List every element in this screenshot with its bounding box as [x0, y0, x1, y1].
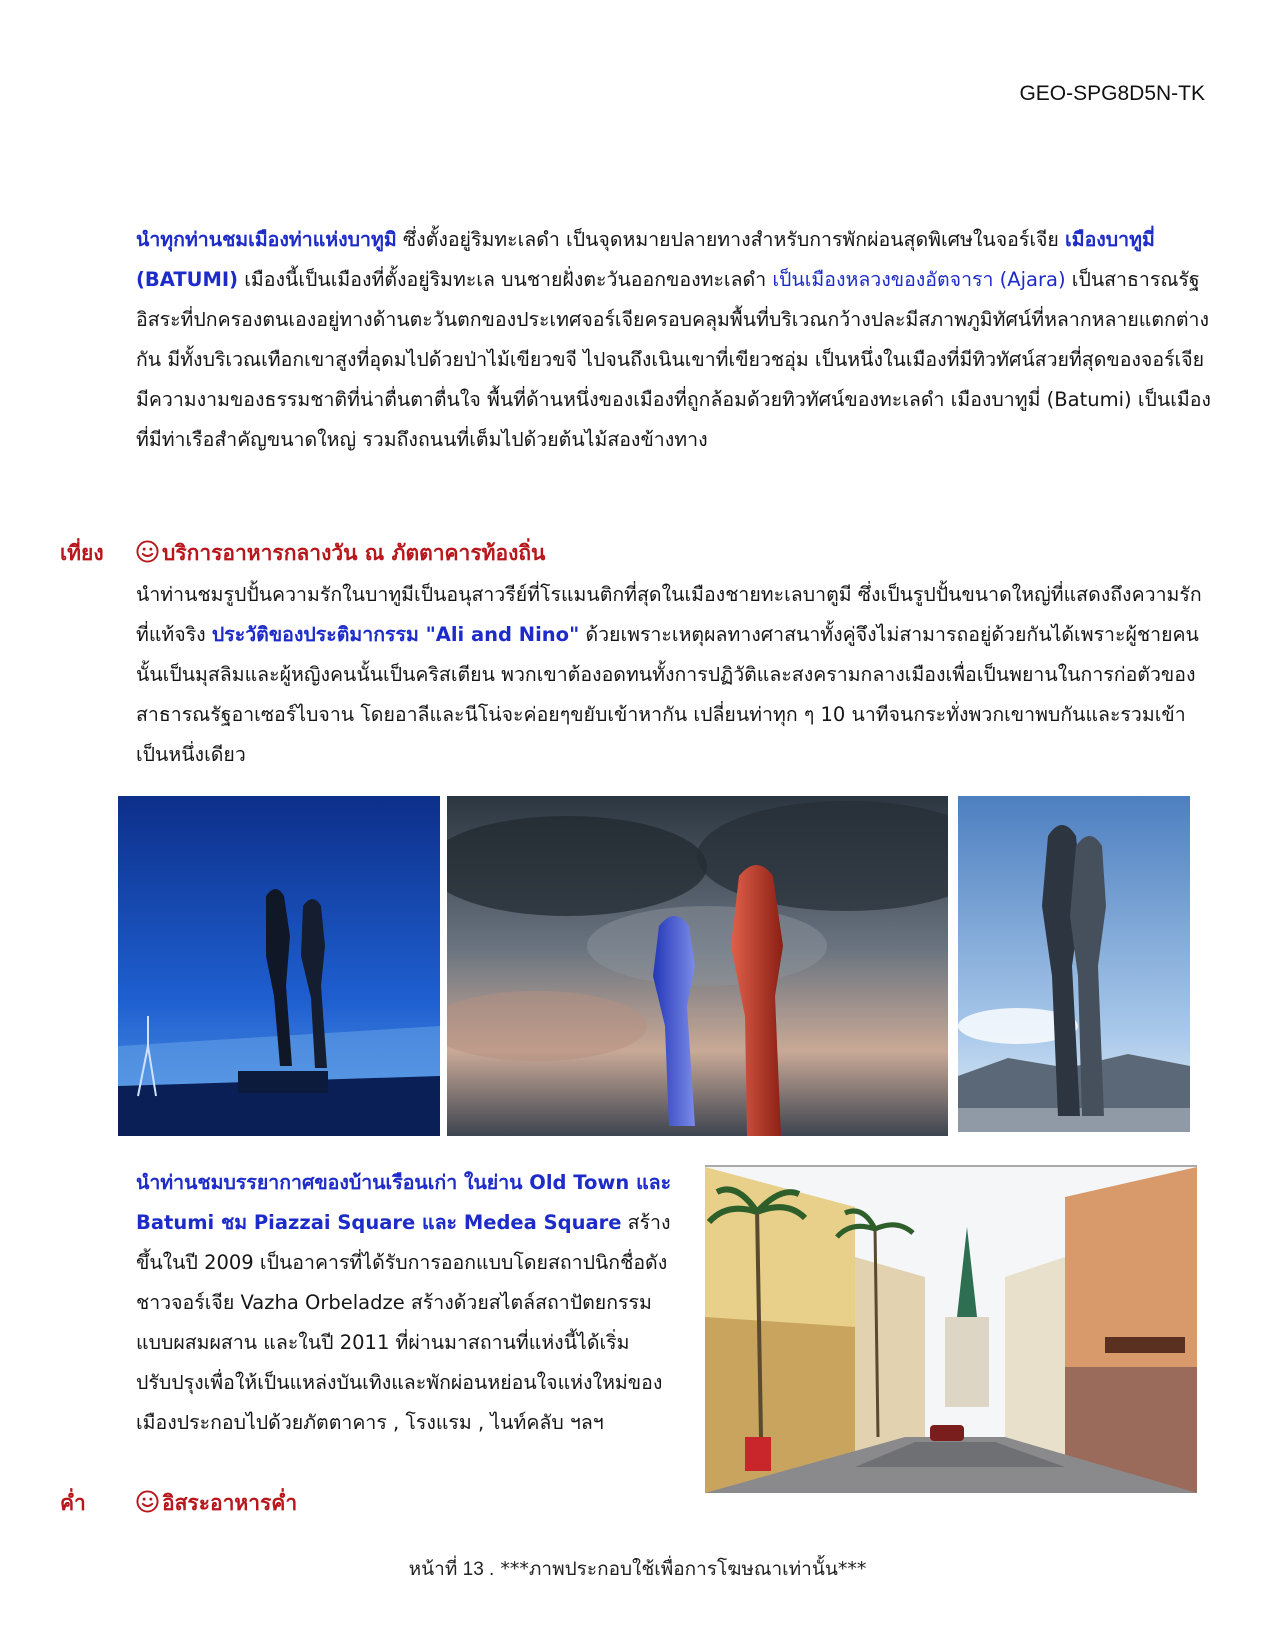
- intro-capital: เป็นเมืองหลวงของอัตจารา (Ajara): [772, 268, 1066, 291]
- statue-highlight: ประวัติของประติมากรรม "Ali and Nino": [211, 623, 580, 646]
- smiley-icon: [136, 540, 159, 563]
- footer-note: ***ภาพประกอบใช้เพื่อการโฆษณาเท่านั้น***: [494, 1558, 867, 1580]
- statue-text-1: นำท่านชมรูปปั้นความรักในบาทูมีเป็นอนุสาวรีย์ที่โรแมนติกที่สุดในเมืองชายทะเลบาตูมี ซึ่งเป็นรูปปั้นขนาดใหญ่ที่แสดงถึงความรักที่แท้จริง: [136, 583, 1202, 646]
- page-footer: [0, 1554, 1275, 1584]
- dinner-text: อิสระอาหารค่ำ: [162, 1491, 298, 1515]
- ali-nino-embrace-photo: [958, 796, 1190, 1132]
- dinner-row: [60, 1486, 297, 1520]
- lunch-text: บริการอาหารกลางวัน ณ ภัตตาคารท้องถิ่น: [162, 541, 546, 565]
- oldtown-text: สร้างขึ้นในปี 2009 เป็นอาคารที่ได้รับการออกแบบโดยสถาปนิกชื่อดังชาวจอร์เจีย Vazha Orbeladze สร้างด้วยสไตล์สถาปัตยกรรมแบบผสมผสาน และในปี 2011 ที่ผ่านมาสถานที่แห่งนี้ได้เริ่มปรับปรุงเพื่อให้เป็นแหล่งบันเทิงและพักผ่อนหย่อนใจแห่งใหม่ของเมืองประกอบไปด้วยภัตตาคาร , โรงแรม , ไนท์คลับ ฯลฯ: [136, 1211, 671, 1434]
- intro-city: เมืองบาทูมี่ (BATUMI): [136, 228, 1155, 291]
- ali-nino-night-photo: [118, 796, 440, 1136]
- document-code: GEO-SPG8D5N-TK: [1019, 82, 1205, 105]
- ali-nino-sky-photo: [447, 796, 948, 1136]
- lunch-label: เที่ยง: [60, 541, 104, 565]
- statue-paragraph: [136, 575, 1211, 775]
- ali-nino-embrace-image: [958, 796, 1190, 1132]
- old-town-street-photo: [705, 1165, 1197, 1493]
- page-number: หน้าที่ 13 .: [408, 1559, 495, 1580]
- dinner-label: ค่ำ: [60, 1491, 86, 1515]
- oldtown-highlight: นำท่านชมบรรยากาศของบ้านเรือนเก่า ในย่าน Old Town และ Batumi ชม Piazzai Square และ Medea Square: [136, 1171, 672, 1234]
- intro-lead: นำทุกท่านชมเมืองท่าแห่งบาทูมิ: [136, 228, 397, 251]
- smiley-icon: [136, 1490, 159, 1513]
- old-town-street-image: [705, 1167, 1197, 1493]
- intro-text-3: เป็นสาธารณรัฐอิสระที่ปกครองตนเองอยู่ทางด้านตะวันตกของประเทศจอร์เจียครอบคลุมพื้นที่บริเวณกว้างปละมีสภาพภูมิทัศน์ที่หลากหลายแตกต่างกัน มีทั้งบริเวณเทือกเขาสูงที่อุดมไปด้วยป่าไม้เขียวขจี ไปจนถึงเนินเขาที่เขียวชอุ่ม เป็นหนึ่งในเมืองที่มีทิวทัศน์สวยที่สุดของจอร์เจีย มีความงามของธรรมชาติที่น่าตื่นตาตื่นใจ พื้นที่ด้านหนึ่งของเมืองที่ถูกล้อมด้วยทิวทัศน์ของทะเลดำ เมืองบาทูมี่ (Batumi) เป็นเมืองที่มีท่าเรือสำคัญขนาดใหญ่ รวมถึงถนนที่เต็มไปด้วยต้นไม้สองข้างทาง: [136, 268, 1211, 451]
- oldtown-paragraph: [136, 1163, 686, 1443]
- ali-nino-sky-image: [447, 796, 948, 1136]
- intro-text-2: เมืองนี้เป็นเมืองที่ตั้งอยู่ริมทะเล บนชายฝั่งตะวันออกของทะเลดำ: [238, 268, 773, 291]
- statue-text-2: ด้วยเพราะเหตุผลทางศาสนาทั้งคู่จึงไม่สามารถอยู่ด้วยกันได้เพราะผู้ชายคนนั้นเป็นมุสลิมและผู้หญิงคนนั้นเป็นคริสเตียน พวกเขาต้องอดทนทั้งการปฏิวัติและสงครามกลางเมืองเพื่อเป็นพยานในการก่อตัวของสาธารณรัฐอาเซอร์ไบจาน โดยอาลีและนีโน่จะค่อยๆขยับเข้าหากัน เปลี่ยนท่าทุก ๆ 10 นาทีจนกระทั่งพวกเขาพบกันและรวมเข้าเป็นหนึ่งเดียว: [136, 623, 1199, 766]
- intro-text-1: ซึ่งตั้งอยู่ริมทะเลดำ เป็นจุดหมายปลายทางสำหรับการพักผ่อนสุดพิเศษในจอร์เจีย: [396, 228, 1066, 251]
- lunch-row: [60, 536, 545, 570]
- intro-paragraph: [136, 220, 1211, 460]
- ali-nino-night-image: [118, 796, 440, 1136]
